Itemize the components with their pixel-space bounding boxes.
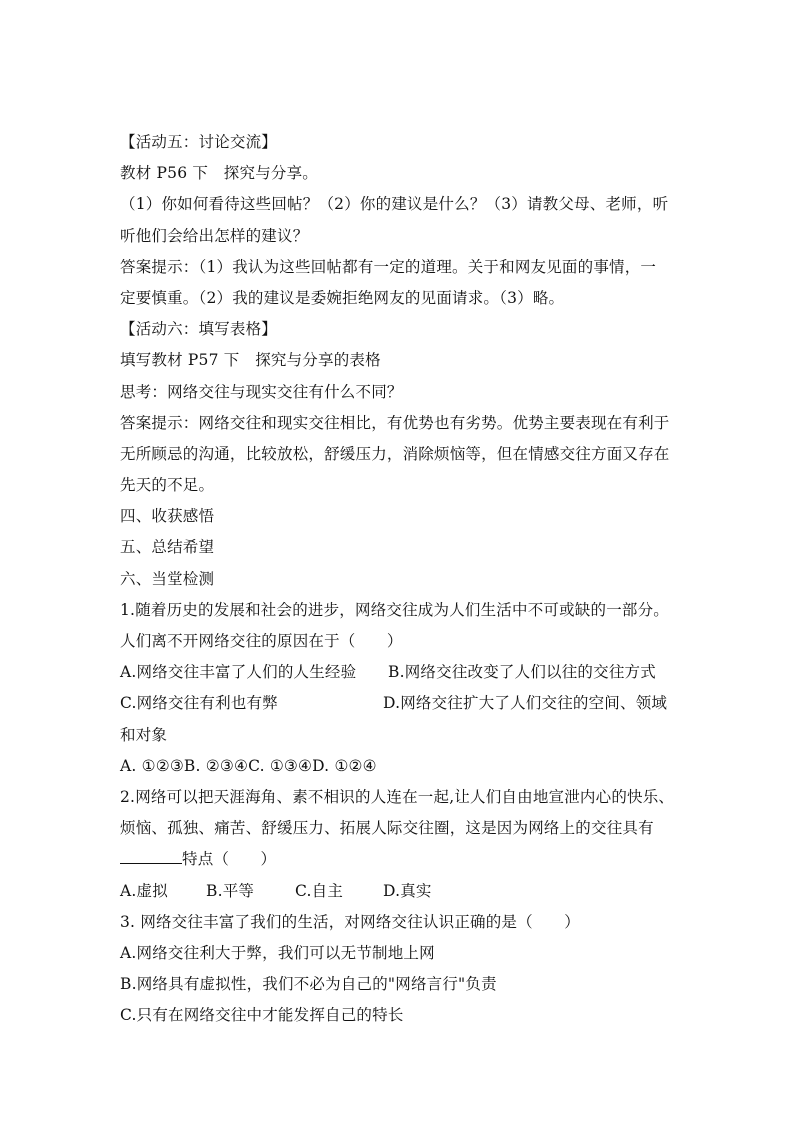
activity5-questions-line2: 听他们会给出怎样的建议？ xyxy=(120,226,309,245)
q1-option-b: B.网络交往改变了人们以往的交往方式 xyxy=(388,663,656,682)
q2-stem-suffix: 特点（ ） xyxy=(182,850,277,869)
document-page xyxy=(120,127,680,1031)
q3-option-a: A.网络交往利大于弊，我们可以无节制地上网 xyxy=(120,943,435,962)
q1-option-d: D.网络交往扩大了人们交往的空间、领域 xyxy=(383,694,668,713)
activity6-heading: 【活动六：填写表格】 xyxy=(120,320,278,339)
q2-stem-line1: 2.网络可以把天涯海角、素不相识的人连在一起,让人们自由地宣泄内心的快乐、 xyxy=(120,787,675,806)
q3-stem: 3. 网络交往丰富了我们的生活，对网络交往认识正确的是（ ） xyxy=(120,912,580,931)
activity5-source: 教材 P56 下 探究与分享。 xyxy=(120,164,319,183)
q3-option-b: B.网络具有虚拟性，我们不必为自己的"网络言行"负责 xyxy=(120,975,497,994)
activity6-answer-line1: 答案提示：网络交往和现实交往相比，有优势也有劣势。优势主要表现在有利于 xyxy=(120,413,670,432)
activity5-answer-line2: 定要慎重。（2）我的建议是委婉拒绝网友的见面请求。（3）略。 xyxy=(120,288,565,307)
activity5-questions-line1: （1）你如何看待这些回帖？（2）你的建议是什么？（3）请教父母、老师，听 xyxy=(120,195,669,214)
q1-choices: A. ①②③B. ②③④C. ①③④D. ①②④ xyxy=(120,756,377,775)
q1-option-c: C.网络交往有利也有弊 xyxy=(120,694,278,713)
activity5-heading: 【活动五：讨论交流】 xyxy=(120,133,278,151)
q2-stem-line3 xyxy=(120,844,680,875)
activity6-answer-line2: 无所顾忌的沟通，比较放松，舒缓压力，消除烦恼等，但在情感交往方面又存在 xyxy=(120,444,670,463)
activity6-source: 填写教材 P57 下 探究与分享的表格 xyxy=(120,351,381,370)
q1-stem-line1: 1.随着历史的发展和社会的进步，网络交往成为人们生活中不可或缺的一部分。 xyxy=(120,600,669,619)
section-harvest: 四、收获感悟 xyxy=(120,507,215,526)
activity6-think: 思考：网络交往与现实交往有什么不同？ xyxy=(120,382,403,401)
section-summary: 五、总结希望 xyxy=(120,538,215,557)
q2-option-a: A.虚拟 xyxy=(120,881,168,900)
q2-option-d: D.真实 xyxy=(383,881,432,900)
q2-option-b: B.平等 xyxy=(206,881,255,900)
q2-option-c: C.自主 xyxy=(295,881,344,900)
q1-option-d-cont: 和对象 xyxy=(120,725,168,744)
section-test: 六、当堂检测 xyxy=(120,569,215,588)
q3-option-c: C.只有在网络交往中才能发挥自己的特长 xyxy=(120,1006,404,1025)
q1-option-a: A.网络交往丰富了人们的人生经验 xyxy=(120,663,357,682)
q2-options xyxy=(120,876,680,907)
q1-options-row2 xyxy=(120,688,680,719)
activity6-answer-line3: 先天的不足。 xyxy=(120,476,215,495)
q2-answer-blank xyxy=(120,845,182,864)
q2-stem-line2: 烦恼、孤独、痛苦、舒缓压力、拓展人际交往圈，这是因为网络上的交往具有 xyxy=(120,819,654,838)
q1-stem-line2: 人们离不开网络交往的原因在于（ ） xyxy=(120,632,403,650)
q1-options-row1 xyxy=(120,657,680,688)
activity5-answer-line1: 答案提示：（1）我认为这些回帖都有一定的道理。关于和网友见面的事情，一 xyxy=(120,257,657,276)
